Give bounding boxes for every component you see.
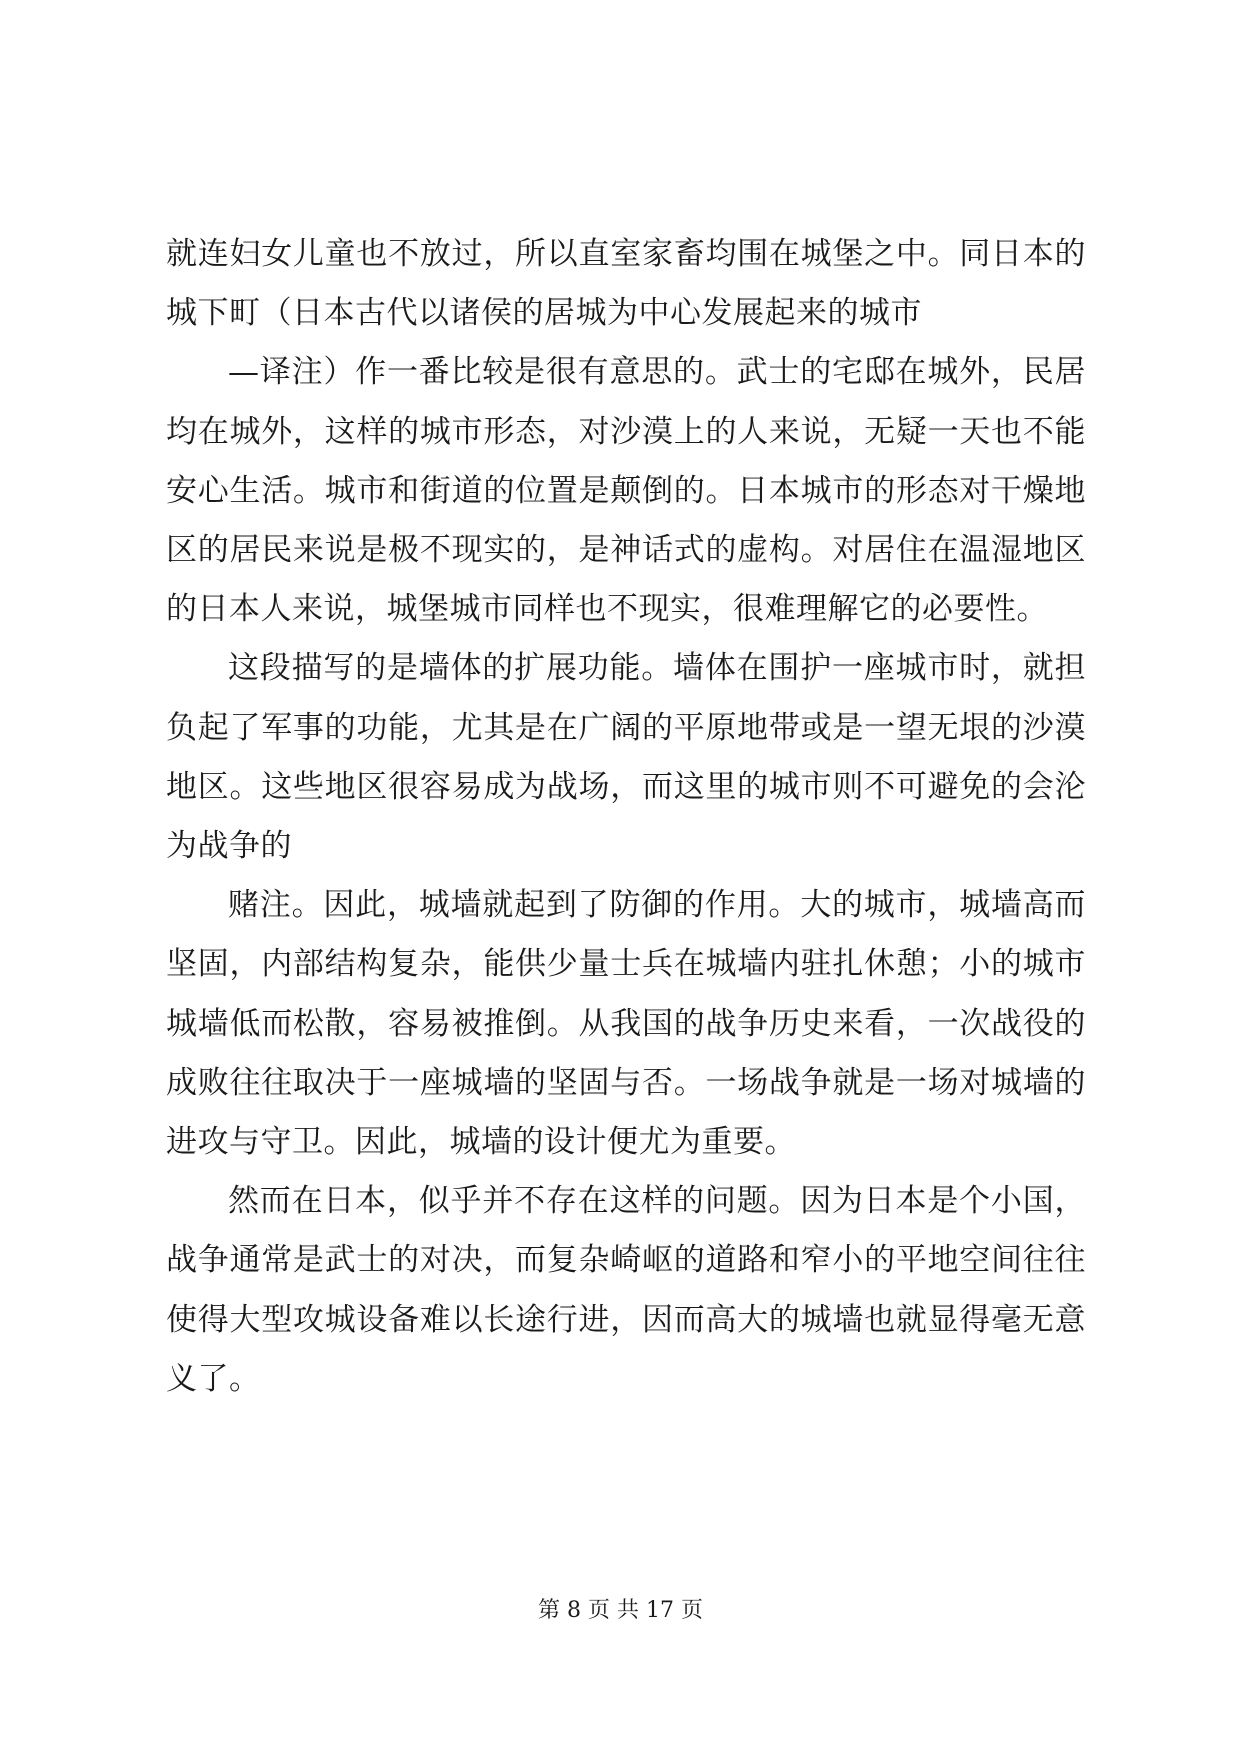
paragraph-1: 就连妇女儿童也不放过，所以直室家畜均围在城堡之中。同日本的城下町（日本古代以诸侯的居城为中心发展起来的城市	[166, 236, 1086, 332]
page-footer: 第 8 页 共 17 页	[538, 1598, 703, 1623]
document-body	[166, 225, 1086, 1409]
paragraph-4: 赌注。因此，城墙就起到了防御的作用。大的城市，城墙高而坚固，内部结构复杂，能供少量士兵在城墙内驻扎休憩；小的城市城墙低而松散，容易被推倒。从我国的战争历史来看，一次战役的成败往往取决于一座城墙的坚固与否。一场战争就是一场对城墙的进攻与守卫。因此，城墙的设计便尤为重要。	[166, 887, 1086, 1161]
paragraph-5: 然而在日本，似乎并不存在这样的问题。因为日本是个小国，战争通常是武士的对决，而复杂崎岖的道路和窄小的平地空间往往使得大型攻城设备难以长途行进，因而高大的城墙也就显得毫无意义了。	[166, 1183, 1086, 1397]
paragraph-3: 这段描写的是墙体的扩展功能。墙体在围护一座城市时，就担负起了军事的功能，尤其是在广阔的平原地带或是一望无垠的沙漠地区。这些地区很容易成为战场，而这里的城市则不可避免的会沦为战争的	[166, 650, 1086, 865]
paragraph-2: —译注）作一番比较是很有意思的。武士的宅邸在城外，民居均在城外，这样的城市形态，对沙漠上的人来说，无疑一天也不能安心生活。城市和街道的位置是颠倒的。日本城市的形态对干燥地区的居民来说是极不现实的，是神话式的虚构。对居住在温湿地区的日本人来说，城堡城市同样也不现实，很难理解它的必要性。	[166, 354, 1086, 628]
